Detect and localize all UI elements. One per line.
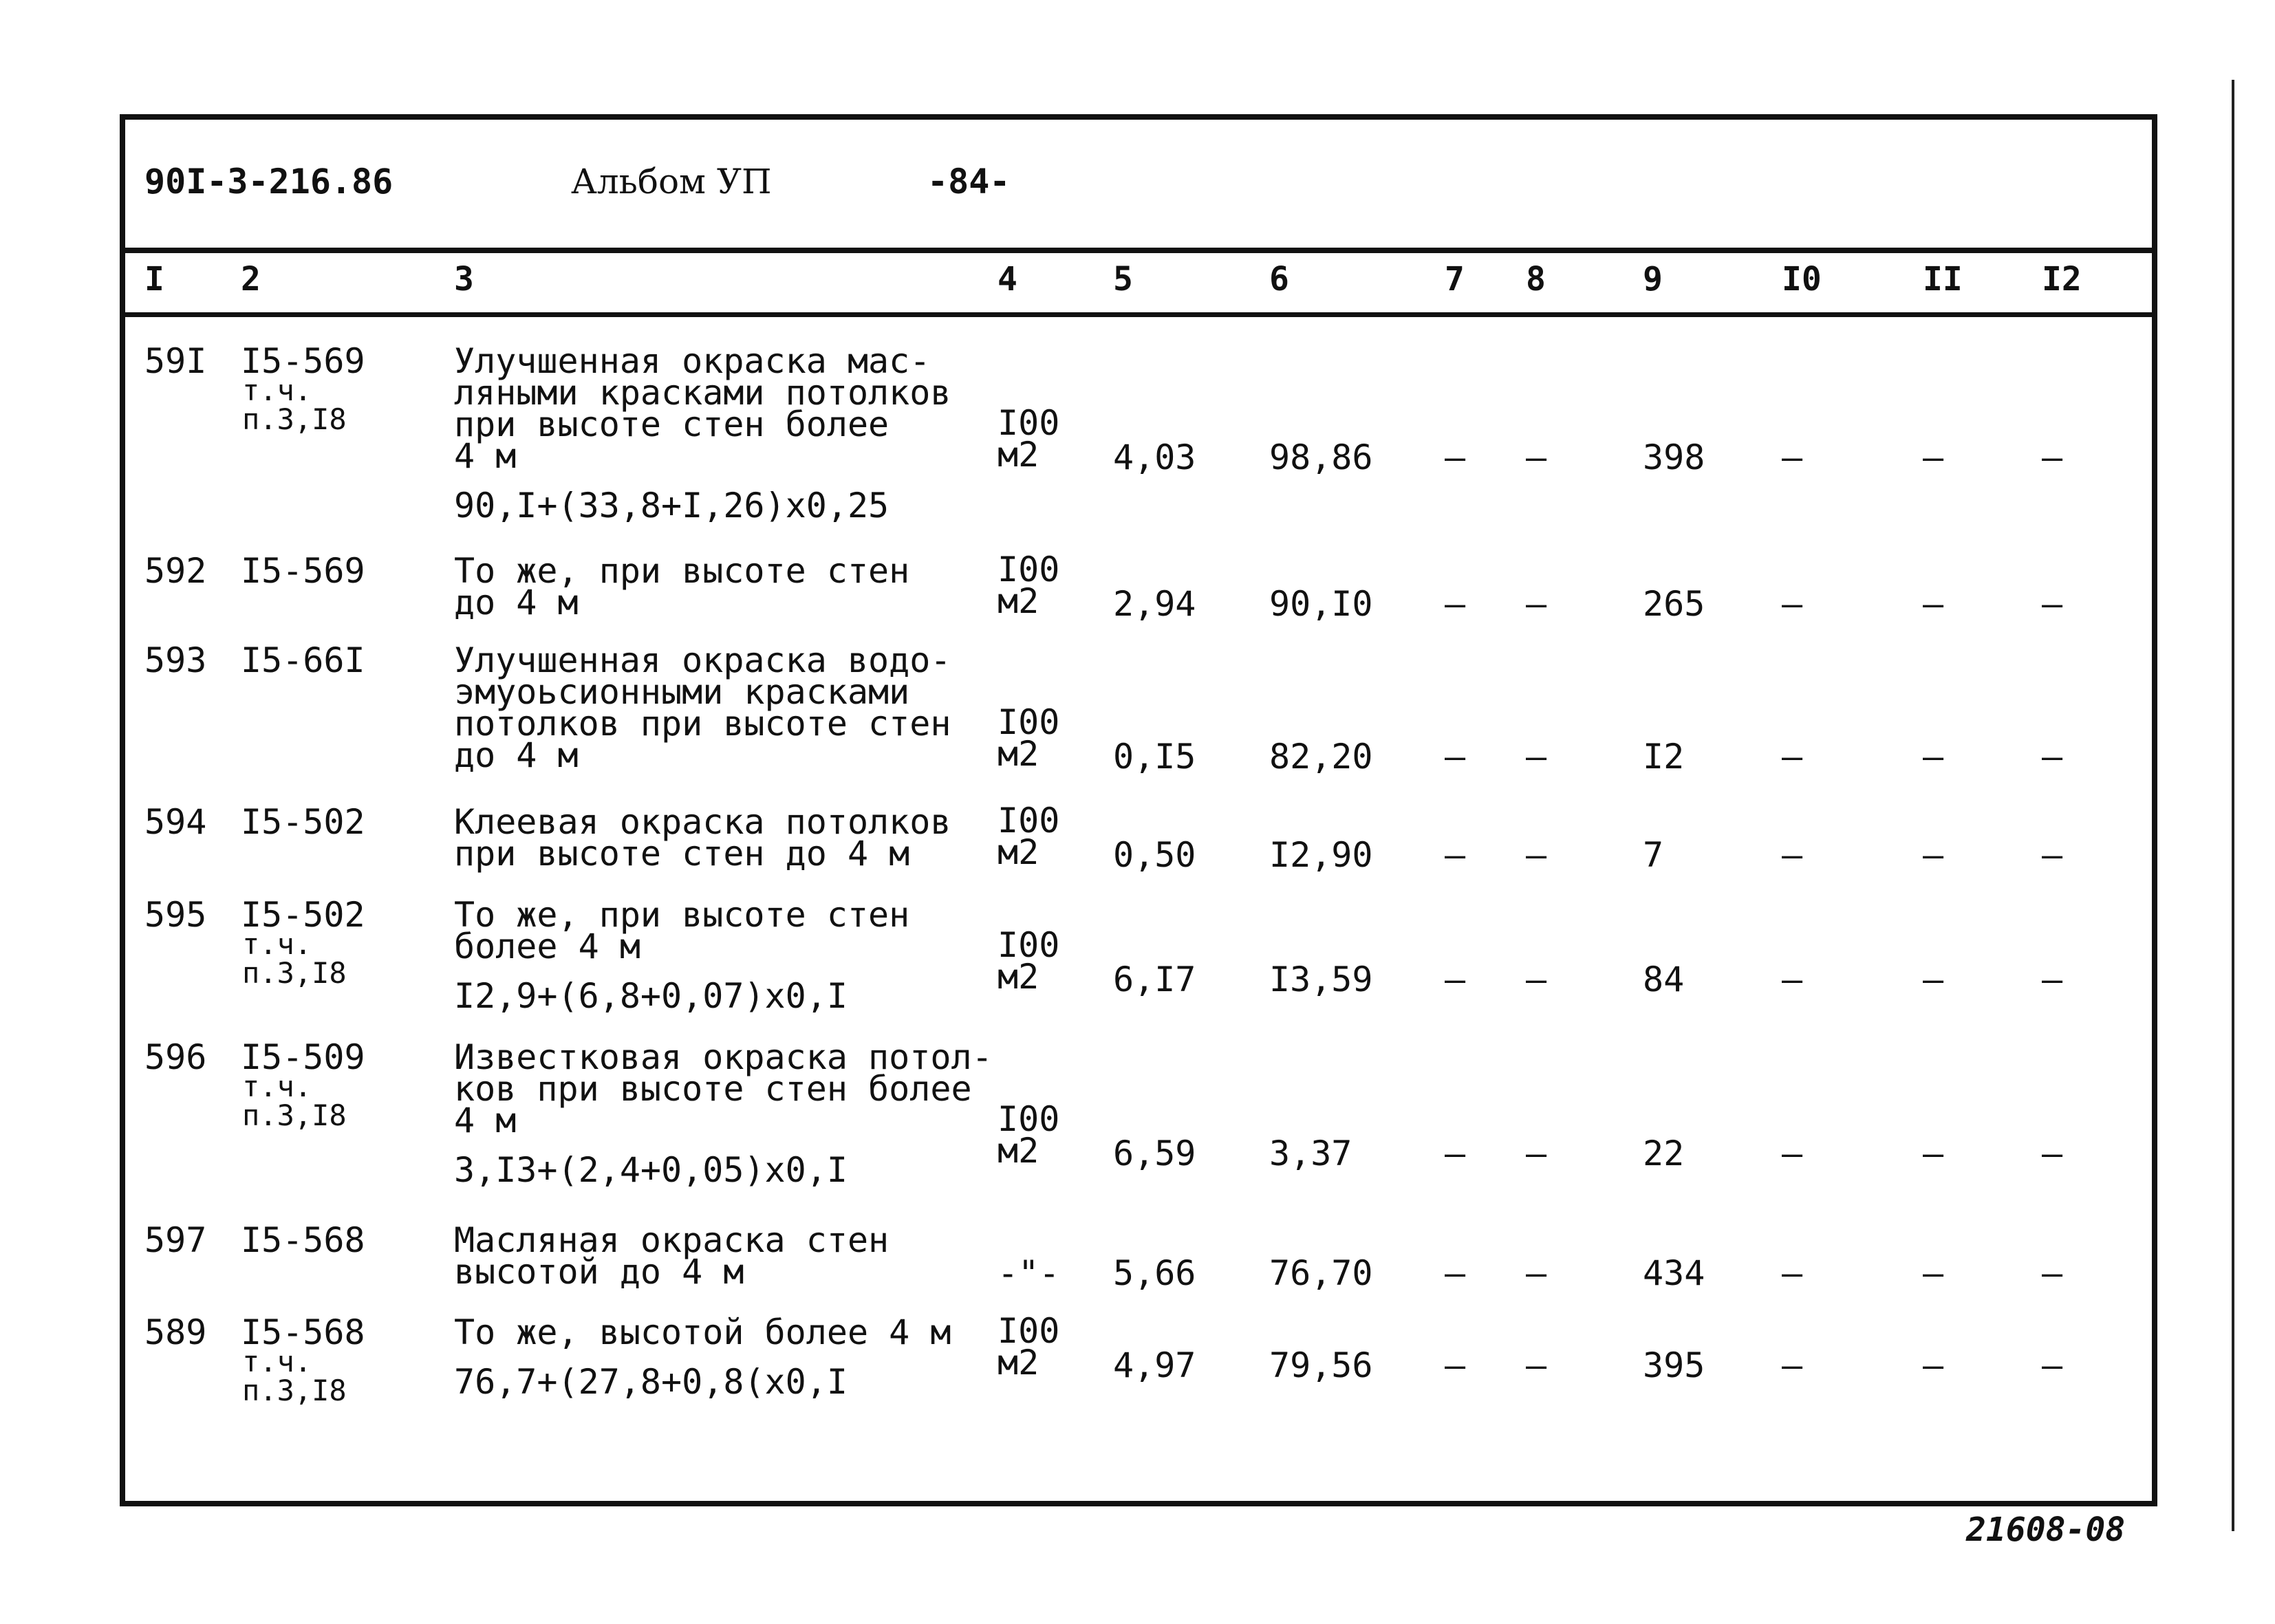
col-11-value: – (1923, 1253, 1944, 1293)
unit-line: I00 (998, 801, 1060, 841)
header-rule-bottom (122, 312, 2157, 317)
norm-code: I5-568 (241, 1220, 365, 1260)
col-9-value: 84 (1643, 960, 1685, 999)
unit-price: 3,37 (1269, 1134, 1352, 1173)
unit-price: 79,56 (1269, 1345, 1373, 1385)
column-header-11: II (1923, 260, 1963, 299)
unit-line: I00 (998, 1311, 1060, 1351)
work-description-line: То же, при высоте стен (454, 895, 910, 935)
column-header-2: 2 (241, 260, 261, 299)
column-header-9: 9 (1643, 260, 1663, 299)
col-7-value: – (1445, 584, 1466, 624)
col-11-value: – (1923, 1345, 1944, 1385)
column-header-5: 5 (1113, 260, 1133, 299)
work-description-line: более 4 м (454, 927, 640, 966)
unit-line: м2 (998, 435, 1039, 475)
row-number: 592 (144, 551, 207, 591)
unit-line: I00 (998, 702, 1060, 742)
row-number: 595 (144, 895, 207, 935)
unit-line: м2 (998, 1131, 1039, 1171)
col-7-value: – (1445, 835, 1466, 875)
col-9-value: I2 (1643, 737, 1685, 777)
unit-line: -"- (998, 1253, 1060, 1293)
archive-stamp: 21608-08 (1966, 1511, 2126, 1549)
work-description-line: Улучшенная окраска мас- (454, 341, 931, 381)
column-header-8: 8 (1526, 260, 1546, 299)
row-number: 597 (144, 1220, 207, 1260)
quantity: 2,94 (1113, 584, 1196, 624)
col-7-value: – (1445, 960, 1466, 999)
col-10-value: – (1782, 737, 1803, 777)
price-formula: 3,I3+(2,4+0,05)x0,I (454, 1150, 848, 1190)
unit-line: м2 (998, 1343, 1039, 1383)
unit-price: I3,59 (1269, 960, 1373, 999)
unit-line: м2 (998, 734, 1039, 774)
column-header-6: 6 (1269, 260, 1289, 299)
col-12-value: – (2042, 1345, 2063, 1385)
column-header-4: 4 (998, 260, 1017, 299)
col-10-value: – (1782, 835, 1803, 875)
unit-price: 90,I0 (1269, 584, 1373, 624)
col-10-value: – (1782, 437, 1803, 477)
right-margin-rule (2232, 80, 2234, 1531)
col-12-value: – (2042, 960, 2063, 999)
unit-line: I00 (998, 1099, 1060, 1139)
quantity: 4,03 (1113, 437, 1196, 477)
work-description-line: Известковая окраска потол- (454, 1037, 993, 1077)
unit-price: 76,70 (1269, 1253, 1373, 1293)
work-description-line: до 4 м (454, 735, 579, 775)
col-10-value: – (1782, 960, 1803, 999)
col-10-value: – (1782, 584, 1803, 624)
norm-code-note: т.ч. (242, 1345, 312, 1378)
col-7-value: – (1445, 1345, 1466, 1385)
norm-code: I5-66I (241, 640, 365, 680)
col-11-value: – (1923, 437, 1944, 477)
unit-line: I00 (998, 550, 1060, 589)
quantity: 4,97 (1113, 1345, 1196, 1385)
row-number: 589 (144, 1312, 207, 1352)
work-description-line: эмуоьсионными красками (454, 672, 910, 712)
work-description-line: 4 м (454, 1101, 517, 1140)
price-formula: 90,I+(33,8+I,26)x0,25 (454, 486, 889, 526)
column-header-3: 3 (454, 260, 474, 299)
quantity: 5,66 (1113, 1253, 1196, 1293)
norm-code: I5-569 (241, 341, 365, 381)
norm-code: I5-502 (241, 802, 365, 842)
work-description-line: То же, при высоте стен (454, 551, 910, 591)
norm-code-note: п.3,I8 (242, 956, 347, 990)
work-description-line: 4 м (454, 436, 517, 476)
col-9-value: 395 (1643, 1345, 1705, 1385)
row-number: 59I (144, 341, 207, 381)
unit-line: м2 (998, 581, 1039, 621)
work-description-line: ляными красками потолков (454, 373, 951, 413)
col-11-value: – (1923, 960, 1944, 999)
col-12-value: – (2042, 1134, 2063, 1173)
column-header-10: I0 (1782, 260, 1822, 299)
col-8-value: – (1526, 737, 1547, 777)
col-9-value: 7 (1643, 835, 1664, 875)
unit-price: 82,20 (1269, 737, 1373, 777)
unit-line: м2 (998, 832, 1039, 872)
col-8-value: – (1526, 584, 1547, 624)
unit-price: I2,90 (1269, 835, 1373, 875)
row-number: 593 (144, 640, 207, 680)
page-frame (120, 114, 2157, 1506)
col-11-value: – (1923, 584, 1944, 624)
col-7-value: – (1445, 1253, 1466, 1293)
norm-code: I5-502 (241, 895, 365, 935)
col-11-value: – (1923, 737, 1944, 777)
column-header-7: 7 (1445, 260, 1465, 299)
norm-code: I5-568 (241, 1312, 365, 1352)
norm-code-note: п.3,I8 (242, 402, 347, 436)
doc-code: 90I-3-216.86 (144, 162, 393, 202)
col-8-value: – (1526, 960, 1547, 999)
col-8-value: – (1526, 437, 1547, 477)
norm-code-note: т.ч. (242, 927, 312, 961)
quantity: 6,I7 (1113, 960, 1196, 999)
work-description-line: Масляная окраска стен (454, 1220, 889, 1260)
work-description-line: потолков при высоте стен (454, 704, 951, 744)
price-formula: 76,7+(27,8+0,8(x0,I (454, 1362, 848, 1402)
work-description-line: ков при высоте стен более (454, 1069, 972, 1109)
col-9-value: 434 (1643, 1253, 1705, 1293)
column-header-12: I2 (2042, 260, 2082, 299)
col-7-value: – (1445, 437, 1466, 477)
work-description-line: Клеевая окраска потолков (454, 802, 951, 842)
col-12-value: – (2042, 437, 2063, 477)
work-description-line: при высоте стен до 4 м (454, 834, 910, 874)
unit-line: м2 (998, 957, 1039, 997)
col-12-value: – (2042, 1253, 2063, 1293)
work-description-line: высотой до 4 м (454, 1252, 744, 1292)
norm-code: I5-569 (241, 551, 365, 591)
col-8-value: – (1526, 1134, 1547, 1173)
work-description-line: при высоте стен более (454, 404, 889, 444)
col-7-value: – (1445, 737, 1466, 777)
unit-line: I00 (998, 925, 1060, 965)
col-10-value: – (1782, 1134, 1803, 1173)
column-header-1: I (144, 260, 164, 299)
col-11-value: – (1923, 835, 1944, 875)
col-9-value: 22 (1643, 1134, 1685, 1173)
unit-line: I00 (998, 403, 1060, 443)
unit-price: 98,86 (1269, 437, 1373, 477)
col-8-value: – (1526, 1345, 1547, 1385)
work-description-line: до 4 м (454, 583, 579, 622)
work-description-line: Улучшенная окраска водо- (454, 640, 951, 680)
price-formula: I2,9+(6,8+0,07)x0,I (454, 976, 848, 1016)
col-12-value: – (2042, 737, 2063, 777)
col-8-value: – (1526, 835, 1547, 875)
work-description-line: То же, высотой более 4 м (454, 1312, 951, 1352)
col-12-value: – (2042, 835, 2063, 875)
col-7-value: – (1445, 1134, 1466, 1173)
row-number: 596 (144, 1037, 207, 1077)
norm-code-note: т.ч. (242, 373, 312, 407)
col-9-value: 398 (1643, 437, 1705, 477)
norm-code-note: п.3,I8 (242, 1374, 347, 1407)
quantity: 0,I5 (1113, 737, 1196, 777)
page-number: -84- (927, 162, 1011, 202)
quantity: 0,50 (1113, 835, 1196, 875)
norm-code-note: п.3,I8 (242, 1098, 347, 1132)
col-8-value: – (1526, 1253, 1547, 1293)
quantity: 6,59 (1113, 1134, 1196, 1173)
col-9-value: 265 (1643, 584, 1705, 624)
col-12-value: – (2042, 584, 2063, 624)
album-label: Альбом УП (571, 162, 772, 202)
header-rule-top (122, 248, 2157, 253)
row-number: 594 (144, 802, 207, 842)
norm-code-note: т.ч. (242, 1070, 312, 1103)
col-10-value: – (1782, 1345, 1803, 1385)
norm-code: I5-509 (241, 1037, 365, 1077)
col-10-value: – (1782, 1253, 1803, 1293)
col-11-value: – (1923, 1134, 1944, 1173)
